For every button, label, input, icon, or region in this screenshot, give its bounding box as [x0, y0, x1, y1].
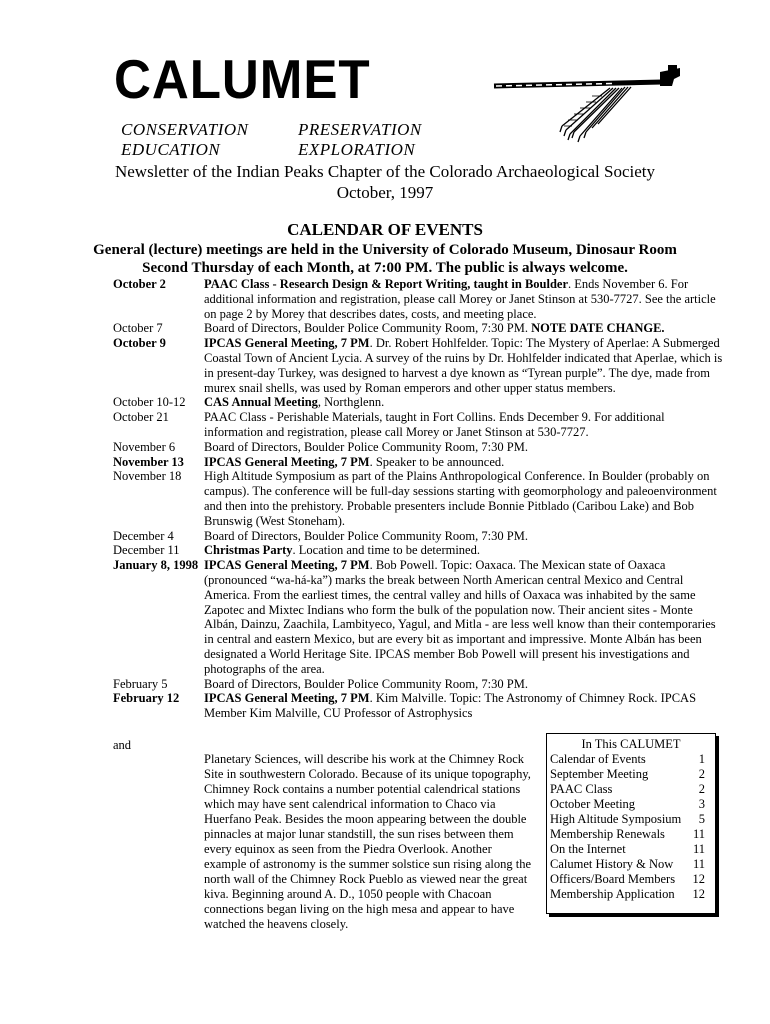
event-description	[204, 336, 723, 395]
toc-item	[547, 887, 715, 902]
event-title: IPCAS General Meeting, 7 PM	[204, 558, 370, 573]
event-date: November 13	[113, 454, 184, 469]
event-date: January 8, 1998	[113, 558, 199, 573]
event-note: NOTE DATE CHANGE.	[531, 321, 665, 336]
toc-item-page: 11	[692, 842, 705, 856]
toc-item-label: Membership Application	[550, 887, 675, 901]
toc-item-page: 2	[698, 782, 705, 796]
event-text: . Dr. Robert Hohlfelder. Topic: The Mystery of Aperlae: A Submerged Coastal Town of Ancient Lycia. A survey of the ruins by Dr. Hohlfelder indicated that Aperlae, which is in present-day Turkey, was designed to harvest a dye known as “Tyrean purple”. The dye, made from murex snail shells, was used by Roman emperors and other upper status members.	[204, 336, 723, 395]
event-title: IPCAS General Meeting, 7 PM	[204, 336, 370, 351]
toc-item-page: 11	[692, 857, 705, 871]
calendar-heading: CALENDAR OF EVENTS	[287, 220, 483, 239]
toc-item-page: 12	[692, 887, 705, 901]
event-text: . Speaker to be announced.	[369, 454, 505, 469]
event-description	[204, 691, 723, 721]
calumet-pipe-logo	[492, 62, 692, 152]
toc-item	[547, 827, 715, 842]
event-row	[113, 677, 723, 692]
event-text: . Kim Malville. Topic: The Astronomy of Chimney Rock. IPCAS Member Kim Malville, CU Professor of Astrophysics	[204, 691, 697, 721]
event-date: October 21	[113, 410, 169, 425]
event-date: November 6	[113, 439, 176, 454]
toc-item-label: September Meeting	[550, 767, 649, 781]
toc-item	[547, 842, 715, 857]
event-row	[113, 440, 723, 455]
toc-item-page: 12	[692, 872, 705, 886]
event-row	[113, 277, 723, 321]
event-date: November 18	[113, 469, 182, 484]
event-description	[204, 321, 723, 336]
toc-item-page: 5	[698, 812, 705, 826]
event-continuation: Planetary Sciences, will describe his work at the Chimney Rock Site in southwestern Colorado. Because of its unique topography, Chimney Rock contains a number potential calendrical stations which may have sent calendrical information to Chaco via Huerfano Peak. Besides the moon appearing between the double pinnacles at major lunar standstill, the sun rises between them every equinox as seen from the Piedra Overlook. Another example of astronomy is the summer solstice sun rising along the north wall of the Chimney Rock Pueblo as viewed near the great kiva. Beginning around A. D., 1050 people with Chacoan connections began living on the high mesa and appear to have watched the heavens closely.	[204, 752, 532, 931]
event-text: Board of Directors, Boulder Police Community Room, 7:30 PM.	[204, 439, 528, 454]
event-text: Board of Directors, Boulder Police Community Room, 7:30 PM.	[204, 321, 532, 336]
and-label: and	[113, 738, 132, 752]
event-date: February 5	[113, 676, 168, 691]
event-description	[204, 469, 723, 528]
toc-item	[547, 797, 715, 812]
event-row	[113, 321, 723, 336]
toc-item-label: High Altitude Symposium	[550, 812, 682, 826]
event-title: IPCAS General Meeting, 7 PM	[204, 691, 370, 706]
event-date: February 12	[113, 691, 180, 706]
toc-item-page: 11	[692, 827, 705, 841]
event-description	[204, 677, 723, 692]
table-of-contents	[546, 733, 716, 914]
event-description	[204, 558, 723, 676]
toc-item-label: PAAC Class	[550, 782, 613, 796]
event-date: October 10-12	[113, 395, 186, 410]
toc-item-label: Membership Renewals	[550, 827, 665, 841]
event-description	[204, 395, 723, 410]
event-row	[113, 455, 723, 470]
newsletter-subtitle: Newsletter of the Indian Peaks Chapter of the Colorado Archaeological Society	[114, 162, 656, 181]
toc-heading: In This CALUMET	[581, 737, 681, 751]
event-row	[113, 469, 723, 528]
event-row	[113, 558, 723, 676]
event-title: IPCAS General Meeting, 7 PM	[204, 454, 370, 469]
calendar-intro-line-2: Second Thursday of each Month, at 7:00 PM. The public is always welcome.	[142, 260, 628, 276]
toc-item	[547, 872, 715, 887]
event-date: October 2	[113, 277, 166, 291]
toc-item	[547, 857, 715, 872]
event-row	[113, 336, 723, 395]
toc-item-label: October Meeting	[550, 797, 636, 811]
toc-item-label: Calumet History & Now	[550, 857, 674, 871]
event-title: Christmas Party	[204, 543, 293, 558]
event-date: December 4	[113, 528, 174, 543]
event-date: October 7	[113, 321, 163, 336]
event-text: Board of Directors, Boulder Police Community Room, 7:30 PM.	[204, 676, 528, 691]
event-title: CAS Annual Meeting	[204, 395, 318, 410]
event-description	[204, 455, 723, 470]
event-text: . Location and time to be determined.	[292, 543, 480, 558]
calendar-intro-line-1: General (lecture) meetings are held in the University of Colorado Museum, Dinosaur Room	[93, 242, 677, 258]
event-description	[204, 529, 723, 544]
toc-item-page: 2	[698, 767, 705, 781]
event-description	[204, 440, 723, 455]
event-description	[204, 410, 723, 440]
toc-item-label: On the Internet	[550, 842, 626, 856]
issue-date: October, 1997	[336, 183, 434, 202]
event-text: PAAC Class - Perishable Materials, taught in Fort Collins. Ends December 9. For additional information and registration, please call Morey or Janet Stinson at 530-7727.	[204, 410, 665, 439]
toc-item-label: Calendar of Events	[550, 752, 646, 766]
toc-item	[547, 812, 715, 827]
toc-item	[547, 782, 715, 797]
event-text: . Ends November 6. For additional information and registration, please call Morey or Janet Stinson at 530-7727. See the article on page 2 by Morey that describes dates, costs, and meeting place.	[204, 277, 716, 321]
motto-conservation: CONSERVATION	[121, 120, 249, 139]
toc-item-label: Officers/Board Members	[550, 872, 676, 886]
toc-item-page: 1	[698, 752, 705, 766]
event-date: October 9	[113, 336, 166, 351]
events-list	[113, 277, 723, 721]
event-text: High Altitude Symposium as part of the Plains Anthropological Conference. In Boulder (probably on campus). The conference will be full-day sessions starting with geomorphology and paleoenvironment and then into the prehistory. Probable presenters include Bonnie Pitblado (Caribou Lake) and Bob Brunswig (West Stoneham).	[204, 469, 717, 528]
motto-preservation: PRESERVATION	[298, 120, 422, 139]
event-text: Board of Directors, Boulder Police Community Room, 7:30 PM.	[204, 528, 528, 543]
toc-item-page: 3	[698, 797, 705, 811]
event-date: December 11	[113, 543, 180, 558]
event-description	[204, 543, 723, 558]
event-row	[113, 410, 723, 440]
motto-exploration: EXPLORATION	[298, 140, 416, 159]
event-description	[204, 277, 723, 321]
newsletter-title: CALUMET	[114, 48, 371, 110]
toc-item	[547, 767, 715, 782]
event-text: , Northglenn.	[317, 395, 385, 410]
event-row	[113, 543, 723, 558]
event-title: PAAC Class - Research Design & Report Writing, taught in Boulder	[204, 277, 569, 291]
event-row	[113, 529, 723, 544]
event-row	[113, 395, 723, 410]
event-text: . Bob Powell. Topic: Oaxaca. The Mexican state of Oaxaca (pronounced “wa-há-ka”) marks the break between North American central Mexico and Central America. From the earliest times, the central valley and hills of Oaxaca was inhabited by the same Zapotec and Mixtec Indians who form the bulk of the population now. Their ancient sites - Monte Albán, Dainzu, Zaachila, Lambityeco, Yagul, and Mitla - are less well know than their contemporaries in central and eastern Mexico, but are every bit as important and impressive. Monte Albán has been designated a World Heritage Site. IPCAS member Bob Powell will present his investigations and photographs of the area.	[204, 558, 716, 676]
motto-education: EDUCATION	[121, 140, 221, 159]
toc-item	[547, 752, 715, 767]
event-row	[113, 691, 723, 721]
